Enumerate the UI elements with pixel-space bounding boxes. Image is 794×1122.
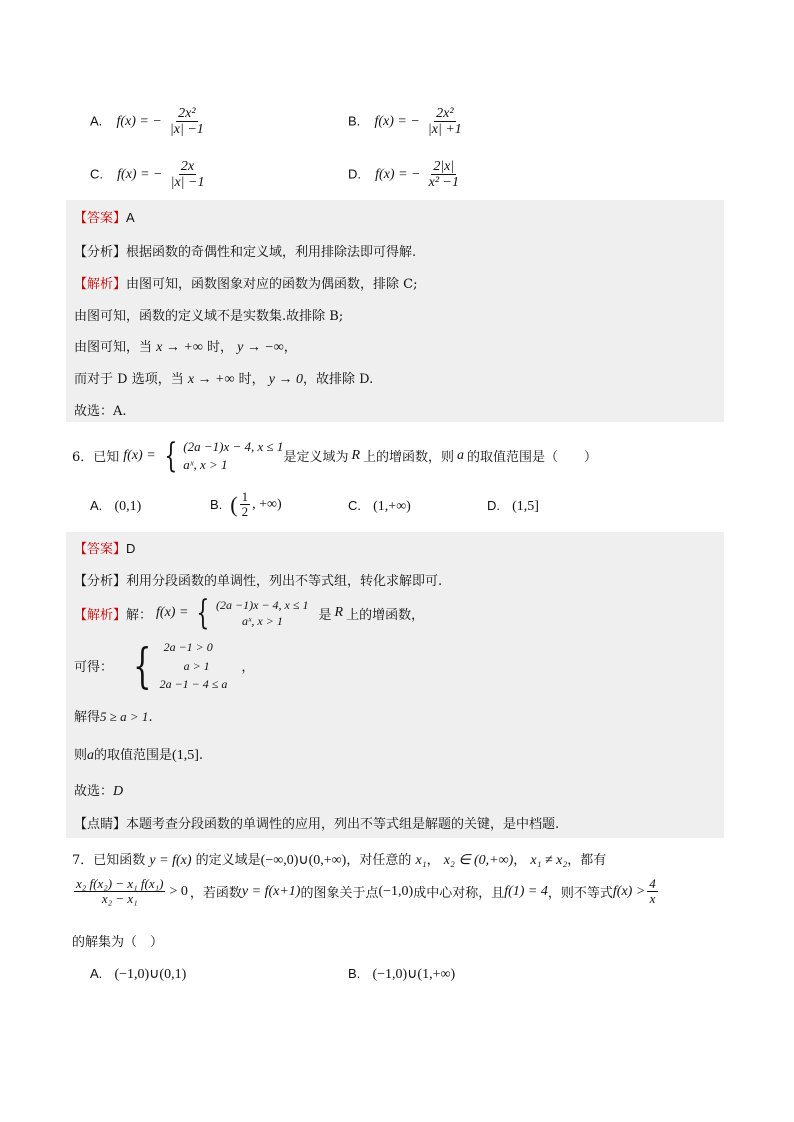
math-expression: f(x) = [123,447,156,463]
option-bracket: ( [230,491,238,517]
question-text: ，若函数 [189,886,242,902]
question-text: ，则不等式 [547,886,613,902]
q6-answer-line [74,538,135,557]
q5-solution-line-4 [74,368,373,388]
q6-option-d [487,498,539,515]
piece-row: aˣ, x > 1 [242,614,283,628]
fraction-denominator: 2 [241,504,249,520]
math-expression: R [334,605,344,620]
math-expression: (1,5] [172,748,199,763]
math-expression: a [457,447,465,463]
question-text: 是定义域为 [283,450,349,466]
solution-text: . [198,748,203,763]
analysis-text: 根据函数的奇偶性和定义域，利用排除法即可得解. [126,245,417,260]
q5-analysis-line [74,241,416,260]
math-expression: x₂ ∈ (0,+∞) [443,853,514,868]
q5-solution-line-2 [74,305,343,324]
question-text: ，对任意的 [346,853,412,868]
q5-option-a [90,106,208,138]
fraction-denominator: |x| −1 [169,122,204,138]
question-text: 的定义域是 [195,853,261,868]
math-expression: x → +∞ [156,340,203,355]
system-row: a > 1 [183,658,210,673]
option-value: (−1,0)∪(1,+∞) [372,967,456,982]
math-expression: 5 ≥ a > 1 [100,709,149,724]
system-row: 2a −1 − 4 ≤ a [159,677,228,692]
piece-row: aˣ, x > 1 [183,456,228,472]
math-expression: y → −∞ [237,340,284,355]
solution-text: 由图可知，函数的定义域不是实数集.故排除 B; [74,309,344,324]
fraction-numerator: x₂ f(x₂) − x₁ f(x₁) [76,876,164,891]
solution-tag: 【解析】 [74,607,127,623]
question-text: 的取值范围是（ ） [467,450,598,466]
question-text: ，都有 [567,853,607,868]
q6-option-c [348,498,411,515]
question-text: ， [513,853,527,868]
piece-row: (2a −1)x − 4, x ≤ 1 [216,597,309,612]
q7-stem-line-2 [72,877,660,907]
solution-text: 则 [74,748,88,763]
option-lhs: f(x) = − [374,114,420,130]
fraction-denominator: |x| +1 [427,122,462,138]
inequality-system: { 2a −1 > 0 a > 1 2a −1 − 4 ≤ a [133,637,228,694]
q5-option-c [90,159,208,191]
math-expression: x₁ [415,853,427,868]
option-value: , +∞) [252,496,282,512]
math-expression: D [113,784,124,799]
q6-comment-line [74,813,559,832]
q6-choose-line [74,780,123,800]
solution-text: ， [283,340,297,355]
fraction-numerator: 2x² [178,106,196,121]
option-label: D. [348,166,361,182]
comment-tag: 【点睛】 [74,817,127,832]
option-value: (1,+∞) [373,499,411,514]
q7-stem-line-1 [72,849,606,869]
option-label: B. [348,966,361,981]
math-expression: > 0 [169,883,188,899]
solution-text: 解得 [74,710,101,725]
option-lhs: f(x) = − [117,167,163,183]
option-value: (−1,0)∪(0,1) [114,967,187,982]
fraction-denominator: x [649,891,656,907]
math-expression: (−∞,0)∪(0,+∞) [260,853,347,868]
answer-tag: 【答案】 [74,211,127,226]
q6-option-a [90,498,141,515]
math-expression: x₁ ≠ x₂ [530,853,568,868]
q6-range-line [74,744,203,764]
option-value: (1,5] [512,499,539,514]
question-text: 的图象关于点 [300,886,379,902]
solution-text: 而对于 D 选项，当 [74,372,184,387]
answer-tag: 【答案】 [74,542,127,557]
q6-solution-line-1 [74,593,425,633]
question-text: 的解集为（ ） [72,935,164,950]
fraction-numerator: 1 [241,489,249,504]
solution-text: 由图可知，当 [74,340,153,355]
solution-text: 时， [206,340,233,355]
math-expression: (−1,0) [378,883,414,899]
piecewise-definition: { (2a −1)x − 4, x ≤ 1 aˣ, x > 1 [196,593,309,633]
question-text: 6．已知 [72,450,120,466]
analysis-text: 利用分段函数的单调性，列出不等式组，转化求解即可. [126,574,443,589]
q6-analysis-line [74,570,442,589]
analysis-tag: 【分析】 [74,245,127,260]
fraction-numerator: 2x [180,159,195,174]
math-expression: R [351,447,361,463]
fraction-denominator: x² −1 [428,175,459,191]
comment-text: 本题考查分段函数的单调性的应用，列出不等式组是解题的关键，是中档题. [126,817,560,832]
q6-solve-line [74,706,153,725]
fraction-denominator: x₂ − x₁ [101,891,138,907]
fraction-denominator: |x| −1 [170,175,205,191]
option-lhs: f(x) = − [116,114,162,130]
q7-option-b [348,966,455,983]
q6-option-b [210,490,282,520]
question-text: 成中心对称，且 [413,886,505,902]
option-label: C. [348,498,361,513]
choose-text: 故选： [74,784,114,799]
q5-choose-line [74,400,127,419]
math-expression: y → 0 [268,372,304,387]
q5-option-d [348,159,463,191]
option-lhs: f(x) = − [375,167,421,183]
option-label: A. [90,498,103,513]
math-expression: f(x) > [612,883,646,899]
option-label: C. [90,166,103,182]
solution-text: . [148,710,153,725]
math-expression: y = f(x) [149,853,192,868]
math-expression: y = f(x+1) [241,883,301,899]
solution-text: 是 [318,607,332,623]
solution-text: ，故排除 D. [303,372,374,387]
solution-text: 时， [238,372,265,387]
solution-text: ， [241,660,255,676]
q7-option-a [90,966,186,983]
system-row: 2a −1 > 0 [163,640,213,654]
q6-system-line [74,638,254,694]
math-expression: a [87,748,95,763]
question-text: 上的增函数，则 [363,450,455,466]
option-label: B. [210,497,223,513]
option-label: A. [90,113,103,129]
option-label: B. [348,113,361,129]
answer-value: D [126,541,136,556]
option-label: D. [487,498,500,513]
option-label: A. [90,966,103,981]
choose-text: 故选：A. [74,404,127,419]
analysis-tag: 【分析】 [74,574,127,589]
piece-row: (2a −1)x − 4, x ≤ 1 [183,439,284,454]
q7-stem-line-3 [72,931,163,950]
solution-text: 可得： [74,660,114,676]
question-text: 7．已知函数 [72,853,146,868]
q5-answer-line [74,207,135,226]
question-text: ， [426,853,440,868]
option-value: (0,1) [114,499,142,514]
answer-value: A [126,210,135,225]
q5-option-b [348,106,466,138]
math-expression: f(1) = 4 [504,883,548,899]
solution-text: 由图可知，函数图象对应的函数为偶函数，排除 C; [126,277,418,292]
math-expression: f(x) = [156,605,189,620]
solution-text: 的取值范围是 [94,748,173,763]
solution-text: 上的增函数， [346,607,425,623]
fraction-numerator: 2|x| [433,159,455,174]
q6-stem [72,435,598,476]
q5-solution-line-3 [74,336,297,356]
q5-solution-line-1 [74,273,417,292]
fraction-numerator: 4 [649,876,656,891]
solution-text: 解： [126,607,153,623]
fraction-numerator: 2x² [436,106,454,121]
piecewise-definition: { (2a −1)x − 4, x ≤ 1 aˣ, x > 1 [163,435,284,476]
solution-tag: 【解析】 [74,277,127,292]
math-expression: x → +∞ [187,372,235,387]
